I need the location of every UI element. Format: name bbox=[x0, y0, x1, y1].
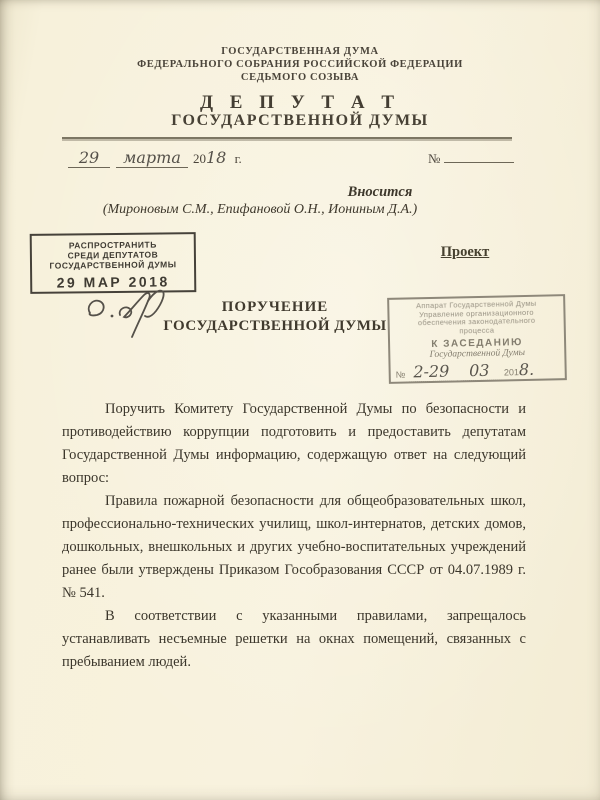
letterhead-deputy-title: Д Е П У Т А Т bbox=[199, 92, 401, 113]
number-blank bbox=[444, 150, 514, 163]
submitted-label: Вносится bbox=[347, 184, 413, 200]
letterhead-line-1: ГОСУДАРСТВЕННАЯ ДУМА bbox=[221, 46, 379, 57]
session-stamp-number-value: 2-29 bbox=[413, 361, 450, 382]
session-stamp bbox=[387, 294, 567, 384]
body-paragraph-2: Правила пожарной безопасности для общеобразовательных школ, профессионально-технических училищ, школ-интернатов, детских домов, дошкольных, внешкольных и других учебно-воспитательных учреждений ранее были утверждены Приказом Гособразования СССР от 04.07.1989 г. № 541. bbox=[62, 493, 526, 601]
session-stamp-line-3: обеспечения законодательного bbox=[417, 315, 536, 328]
body-paragraph-1: Поручить Комитету Государственной Думы по безопасности и противодействию коррупции подготовить и предоставить депутатам Государственной Думы информацию, содержащую ответ на следующий вопрос: bbox=[62, 401, 526, 486]
document-title-line-2: ГОСУДАРСТВЕННОЙ ДУМЫ bbox=[163, 318, 387, 334]
document-title-line-1: ПОРУЧЕНИЕ bbox=[221, 299, 329, 315]
date-line bbox=[68, 148, 242, 168]
number-line bbox=[428, 150, 514, 167]
distribute-stamp-line-3: ГОСУДАРСТВЕННОЙ ДУМЫ bbox=[49, 259, 177, 271]
submitted-authors: (Мироновым С.М., Епифановой О.Н., Иониным Д.А.) bbox=[102, 202, 418, 217]
session-stamp-subheading: Государственной Думы bbox=[429, 347, 526, 360]
draft-label: Проект bbox=[440, 244, 490, 260]
distribute-stamp-line-1: РАСПРОСТРАНИТЬ bbox=[68, 239, 157, 251]
distribute-stamp-line-2: СРЕДИ ДЕПУТАТОВ bbox=[67, 249, 159, 261]
letterhead-line-3: СЕДЬМОГО СОЗЫВА bbox=[240, 72, 360, 83]
letterhead-rule bbox=[62, 137, 512, 139]
distribute-stamp-date: 29 МАР 2018 bbox=[56, 273, 170, 291]
session-stamp-month-value: 03 bbox=[468, 360, 490, 381]
session-stamp-number-row bbox=[390, 359, 564, 383]
printed-year-prefix: 20 bbox=[193, 151, 206, 166]
letterhead-line-2: ФЕДЕРАЛЬНОГО СОБРАНИЯ РОССИЙСКОЙ ФЕДЕРАЦИИ bbox=[137, 59, 463, 70]
number-label: № bbox=[428, 151, 441, 166]
session-stamp-line-2: Управление организационного bbox=[418, 307, 534, 319]
session-stamp-line-1: Аппарат Государственной Думы bbox=[415, 298, 537, 311]
letterhead-duma-title: ГОСУДАРСТВЕННОЙ ДУМЫ bbox=[171, 112, 429, 129]
session-stamp-number-label: № bbox=[395, 369, 406, 380]
handwritten-day: 29 bbox=[68, 148, 110, 168]
session-stamp-year-suffix: 8. bbox=[518, 359, 535, 380]
session-stamp-year-prefix: 201 bbox=[503, 367, 520, 378]
body-paragraph-3: В соответствии с указанными правилами, запрещалось устанавливать несъемные решетки на окнах помещений, связанных с пребыванием людей. bbox=[62, 608, 526, 670]
handwritten-year-suffix: 18 bbox=[206, 148, 227, 167]
handwritten-month: марта bbox=[116, 148, 188, 168]
session-stamp-heading: К ЗАСЕДАНИЮ bbox=[431, 337, 523, 350]
session-stamp-line-4: процесса bbox=[459, 325, 495, 335]
document-body bbox=[62, 398, 526, 674]
printed-year-g: г. bbox=[234, 151, 242, 166]
